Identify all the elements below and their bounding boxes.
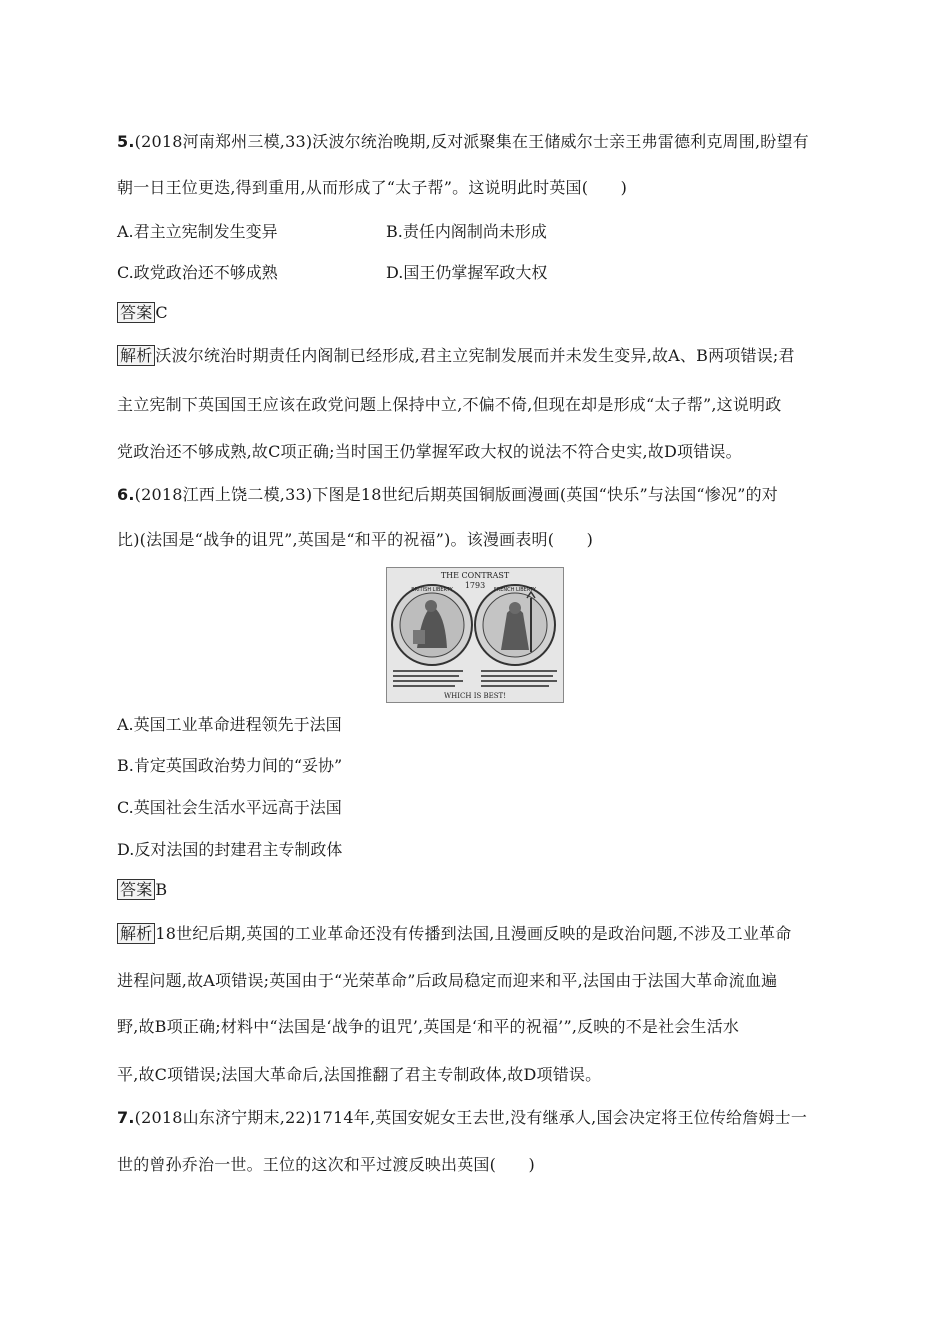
q6-option-c: C.英国社会生活水平远高于法国 xyxy=(117,798,342,817)
question-7-line-2: 世的曾孙乔治一世。王位的这次和平过渡反映出英国( ) xyxy=(117,1155,535,1174)
question-7-number: 7. xyxy=(117,1108,135,1127)
cartoon-right-label: FRENCH LIBERTY xyxy=(493,587,537,593)
cartoon-year: 1793 xyxy=(464,581,486,590)
question-5-line-2: 朝一日王位更迭,得到重用,从而形成了“太子帮”。这说明此时英国( ) xyxy=(117,178,628,197)
q6-option-b: B.肯定英国政治势力间的“妥协” xyxy=(117,756,343,775)
question-6-line-1: 6.(2018江西上饶二模,33)下图是18世纪后期英国铜版画漫画(英国“快乐”与法国“惨况”的对 xyxy=(117,485,778,504)
question-5-number: 5. xyxy=(117,132,135,151)
q6-option-a: A.英国工业革命进程领先于法国 xyxy=(117,715,342,734)
cartoon-left-label: BRITISH LIBERTY xyxy=(411,587,453,593)
cartoon-title: THE CONTRAST xyxy=(440,571,510,580)
q5-option-b: B.责任内阁制尚未形成 xyxy=(386,222,547,241)
q6-analysis-line-2: 进程问题,故A项错误;英国由于“光荣革命”后政局稳定而迎来和平,法国由于法国大革命流血遍 xyxy=(117,971,778,990)
question-5-line-1: 5.(2018河南郑州三模,33)沃波尔统治晚期,反对派聚集在王储威尔士亲王弗雷德利克周围,盼望有 xyxy=(117,132,809,151)
q6-analysis-line-4: 平,故C项错误;法国大革命后,法国推翻了君主专制政体,故D项错误。 xyxy=(117,1065,602,1084)
q6-option-d: D.反对法国的封建君主专制政体 xyxy=(117,840,343,859)
q5-option-a: A.君主立宪制发生变异 xyxy=(117,222,278,241)
q6-answer xyxy=(117,879,167,901)
answer-value: C xyxy=(155,303,168,322)
analysis-tag: 解析 xyxy=(117,345,155,366)
question-7-line-1: 7.(2018山东济宁期末,22)1714年,英国安妮女王去世,没有继承人,国会决定将王位传给詹姆士一 xyxy=(117,1108,808,1127)
q5-analysis-line-3: 党政治还不够成熟,故C项正确;当时国王仍掌握军政大权的说法不符合史实,故D项错误。 xyxy=(117,442,742,461)
answer-tag: 答案 xyxy=(117,302,155,323)
answer-tag: 答案 xyxy=(117,879,155,900)
q5-analysis-line-2: 主立宪制下英国国王应该在政党问题上保持中立,不偏不倚,但现在却是形成“太子帮”,这说明政 xyxy=(117,395,782,414)
q5-option-d: D.国王仍掌握军政大权 xyxy=(386,263,548,282)
contrast-cartoon-image xyxy=(386,567,564,703)
q5-option-c: C.政党政治还不够成熟 xyxy=(117,263,278,282)
q5-analysis-line-1: 解析 沃波尔统治时期责任内阁制已经形成,君主立宪制发展而并未发生变异,故A、B两项错误;君 xyxy=(117,345,795,367)
question-6-number: 6. xyxy=(117,485,135,504)
cartoon-bottom-caption: WHICH IS BEST! xyxy=(443,692,507,700)
q6-analysis-line-1: 解析 18世纪后期,英国的工业革命还没有传播到法国,且漫画反映的是政治问题,不涉及工业革命 xyxy=(117,923,791,945)
answer-value: B xyxy=(155,880,168,899)
analysis-tag: 解析 xyxy=(117,923,155,944)
question-6-line-2: 比)(法国是“战争的诅咒”,英国是“和平的祝福”)。该漫画表明( ) xyxy=(117,530,594,549)
cartoon-drawing xyxy=(387,568,563,702)
q5-answer xyxy=(117,302,168,324)
q6-analysis-line-3: 野,故B项正确;材料中“法国是‘战争的诅咒’,英国是‘和平的祝福’”,反映的不是社会生活水 xyxy=(117,1017,740,1036)
